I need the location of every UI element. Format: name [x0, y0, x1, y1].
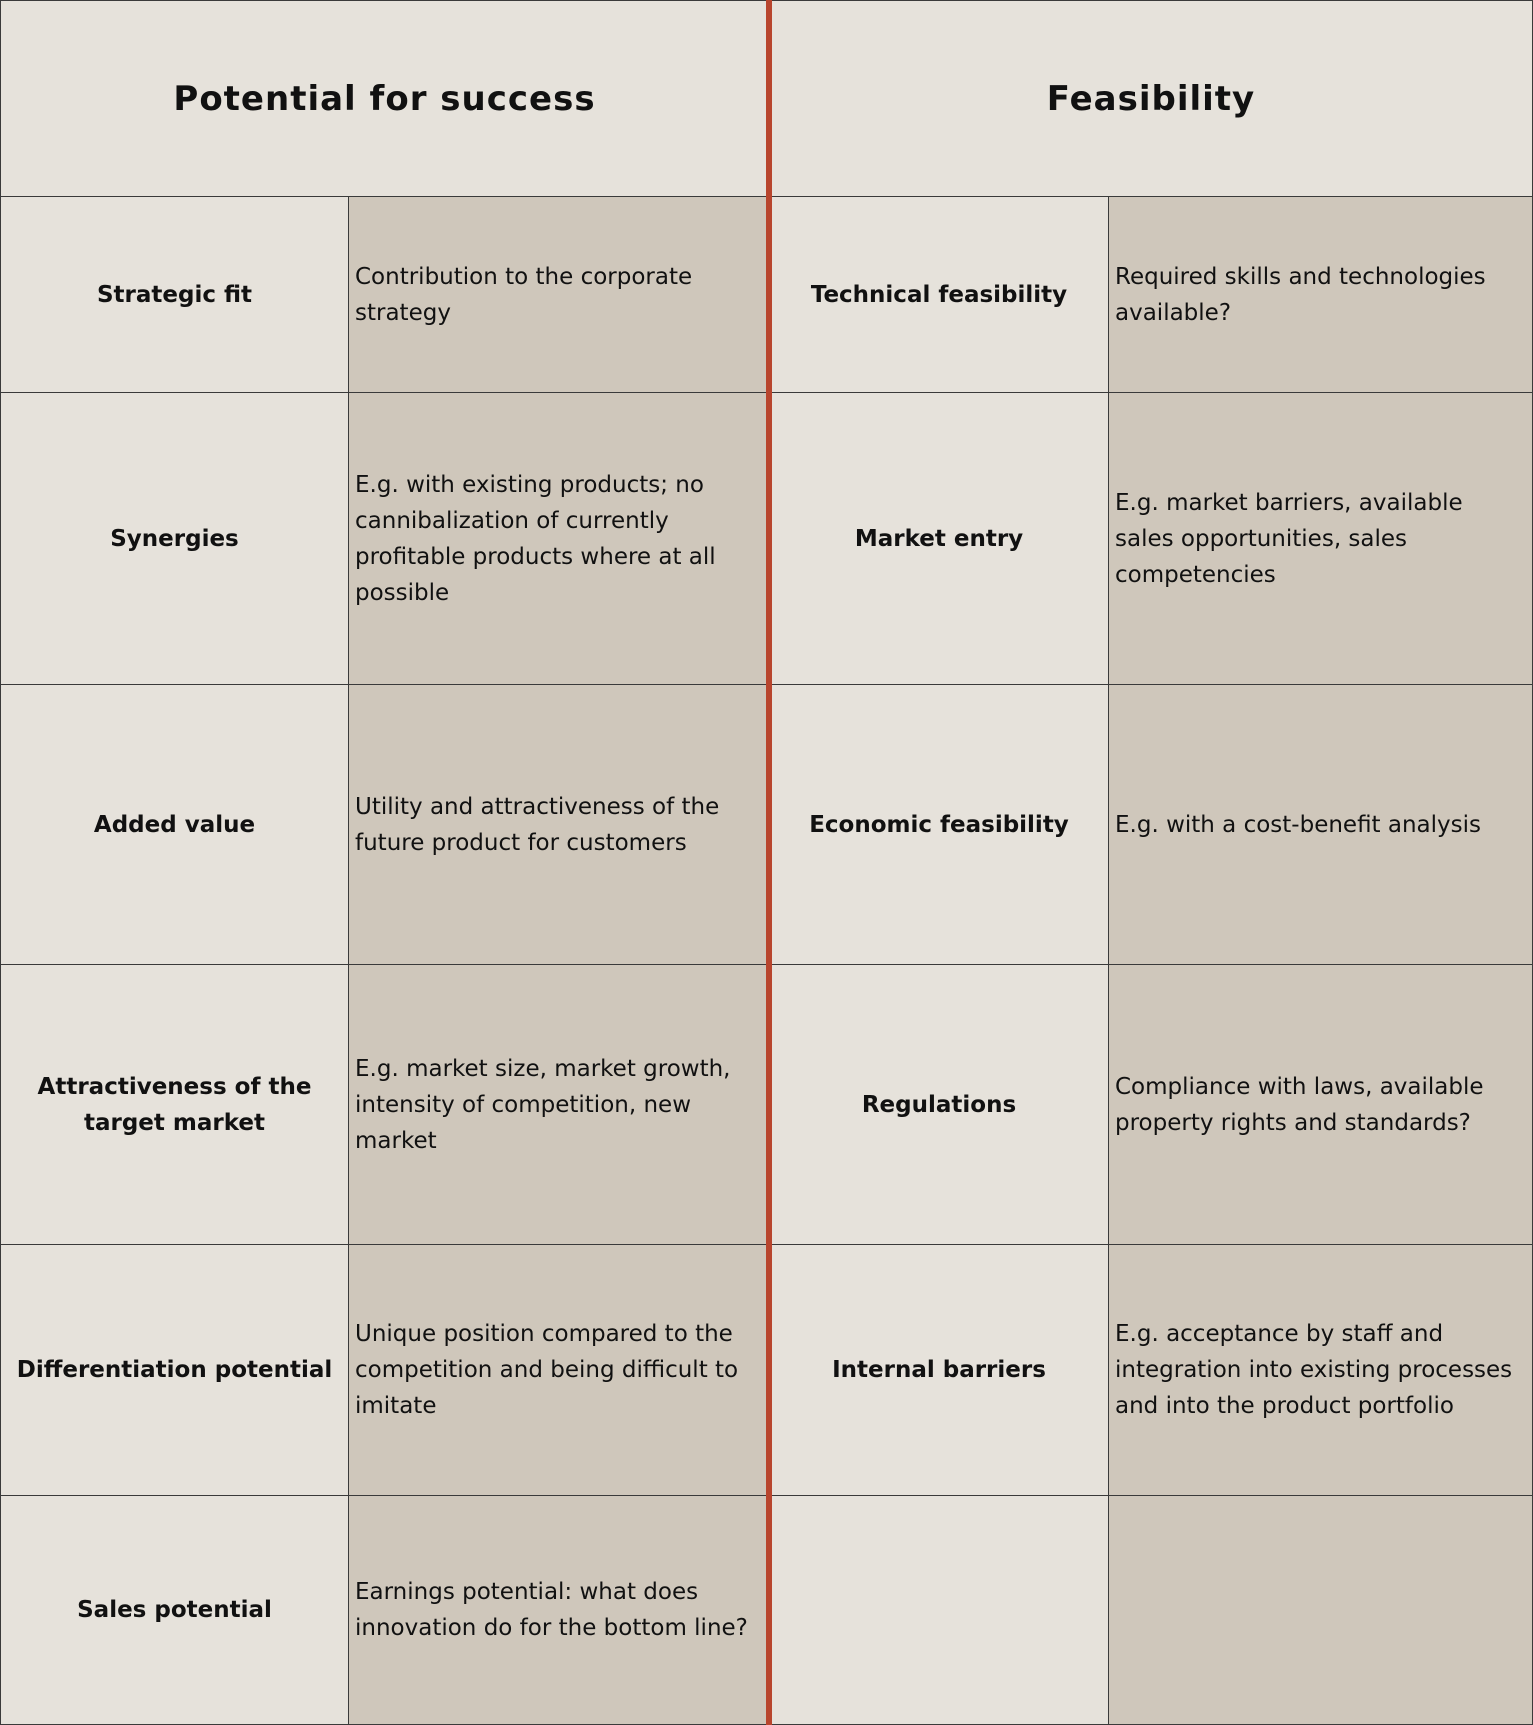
row-label-technical-feasibility: Technical feasibility — [769, 196, 1109, 393]
row-description-strategic-fit: Contribution to the corporate strategy — [348, 196, 769, 393]
row-description-market-entry: E.g. market barriers, available sales opportunities, sales competencies — [1108, 392, 1533, 685]
row-label-added-value: Added value — [0, 684, 349, 965]
row-description-regulations: Compliance with laws, available property rights and standards? — [1108, 964, 1533, 1245]
header-potential-for-success: Potential for success — [0, 0, 769, 197]
row-label-empty — [769, 1495, 1109, 1725]
row-description-synergies: E.g. with existing products; no cannibalization of currently profitable products where at all possible — [348, 392, 769, 685]
row-label-synergies: Synergies — [0, 392, 349, 685]
row-label-strategic-fit: Strategic fit — [0, 196, 349, 393]
row-description-internal-barriers: E.g. acceptance by staff and integration into existing processes and into the product portfolio — [1108, 1244, 1533, 1496]
row-description-empty — [1108, 1495, 1533, 1725]
row-label-internal-barriers: Internal barriers — [769, 1244, 1109, 1496]
row-description-added-value: Utility and attractiveness of the future product for customers — [348, 684, 769, 965]
row-description-technical-feasibility: Required skills and technologies available? — [1108, 196, 1533, 393]
row-description-economic-feasibility: E.g. with a cost-benefit analysis — [1108, 684, 1533, 965]
row-label-economic-feasibility: Economic feasibility — [769, 684, 1109, 965]
header-feasibility: Feasibility — [769, 0, 1533, 197]
center-divider — [766, 0, 772, 1725]
row-label-target-market: Attractiveness of the target market — [0, 964, 349, 1245]
row-label-differentiation-potential: Differentiation potential — [0, 1244, 349, 1496]
row-description-target-market: E.g. market size, market growth, intensity of competition, new market — [348, 964, 769, 1245]
row-description-sales-potential: Earnings potential: what does innovation do for the bottom line? — [348, 1495, 769, 1725]
row-label-sales-potential: Sales potential — [0, 1495, 349, 1725]
row-label-regulations: Regulations — [769, 964, 1109, 1245]
row-label-market-entry: Market entry — [769, 392, 1109, 685]
row-description-differentiation-potential: Unique position compared to the competition and being difficult to imitate — [348, 1244, 769, 1496]
